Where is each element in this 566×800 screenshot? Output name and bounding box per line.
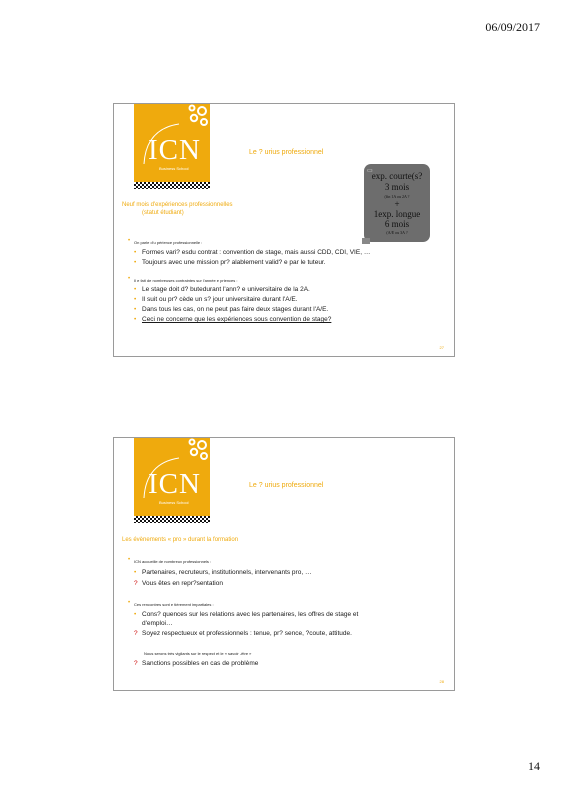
header-date: 06/09/2017 xyxy=(485,20,540,34)
bullet-item: • Dans tous les cas, on ne peut pas faire deux stages durant l'A/E. xyxy=(134,306,329,313)
question-mark-icon: ? xyxy=(134,580,138,587)
slide-thumbnail-1[interactable] xyxy=(113,103,455,357)
box-line-7: (A/E ou 3A ? xyxy=(386,230,408,235)
box-line-5: 1exp. longue xyxy=(373,209,421,219)
bullet-icon: • xyxy=(128,557,131,563)
bullet-item: • Le stage doit d? butedurant l'ann? e universitaire de la 2A. xyxy=(134,286,310,293)
slide-number: 27 xyxy=(439,345,444,350)
bullet-heading-2: • Il e fait de nombreuses contraintes sur l'année e priences : xyxy=(128,276,238,283)
logo-tagline: Business School xyxy=(159,166,189,171)
bullet-heading-2: • Ces rencontres sont e tièrement impartiales : xyxy=(128,600,214,607)
box-line-1: exp. courte(s? xyxy=(371,171,423,181)
bullet-item: • Il suit ou pr? cède un s? jour universitaire durant l'A/E. xyxy=(134,296,298,303)
question-mark-icon: ? xyxy=(134,630,138,637)
box-line-6: 6 mois xyxy=(384,219,410,229)
duration-box xyxy=(364,164,430,242)
subtitle-line-1: Neuf mois d'expériences professionnelles xyxy=(122,202,233,208)
icn-logo xyxy=(134,104,210,182)
box-line-2: 3 mois xyxy=(384,182,410,192)
bullet-item: • Partenaires, recruteurs, institutionnels, intervenants pro, … xyxy=(134,569,312,576)
slide-thumbnail-2[interactable] xyxy=(113,437,455,691)
bullet-item: ? Soyez respectueux et professionnels : tenue, pr? sence, ?coute, attitude. xyxy=(134,630,352,637)
slide-number: 28 xyxy=(439,679,444,684)
logo-tagline: Business School xyxy=(159,500,189,505)
box-corner-icon xyxy=(362,238,370,244)
box-line-3: (fin 1A ou 2A ? xyxy=(384,194,410,199)
bullet-item: • Toujours avec une mission pr? alablement valid? e par le tuteur. xyxy=(134,259,326,266)
subtitle-line-2: (statut étudiant) xyxy=(142,210,184,216)
checker-band xyxy=(134,516,210,523)
bullet-heading-1: • ICN accueille de nombreux professionnels : xyxy=(128,557,212,564)
vigilance-note: Nous serons très vigilants sur le respect et le « savoir -être » xyxy=(144,651,252,656)
page-number: 14 xyxy=(528,759,540,773)
bullet-item: ? Sanctions possibles en cas de problème xyxy=(134,660,259,667)
slide-title: Le ? urius professionnel xyxy=(249,482,324,489)
slide-subtitle xyxy=(122,201,233,217)
bullet-icon: • xyxy=(128,238,131,244)
question-mark-icon: ? xyxy=(134,660,138,667)
logo-wordmark: ICN xyxy=(148,134,201,166)
bullet-item: ? Vous êtes en repr?sentation xyxy=(134,580,223,587)
bullet-icon: • xyxy=(128,600,131,606)
slide-title: Le ? urius professionnel xyxy=(249,149,324,156)
logo-wordmark: ICN xyxy=(148,468,201,500)
bullet-item: • Formes vari? esdu contrat : convention de stage, mais aussi CDD, CDI, VIE, … xyxy=(134,249,371,256)
bullet-item-continued: d'emploi… xyxy=(142,620,173,627)
slide-subtitle: Les évènements « pro » durant la formation xyxy=(122,537,239,543)
box-handle-icon: ▭ xyxy=(367,168,373,174)
box-line-4: + xyxy=(394,199,400,209)
bullet-icon: • xyxy=(128,276,131,282)
bullet-item: • Cons? quences sur les relations avec les partenaires, les offres de stage et xyxy=(134,611,359,618)
icn-logo xyxy=(134,438,210,516)
bullet-item-underlined: • Ceci ne concerne que les expériences sous convention de stage? xyxy=(134,316,332,323)
checker-band xyxy=(134,182,210,189)
bullet-heading-1: • On parle d'u périence professionnelle : xyxy=(128,238,203,245)
